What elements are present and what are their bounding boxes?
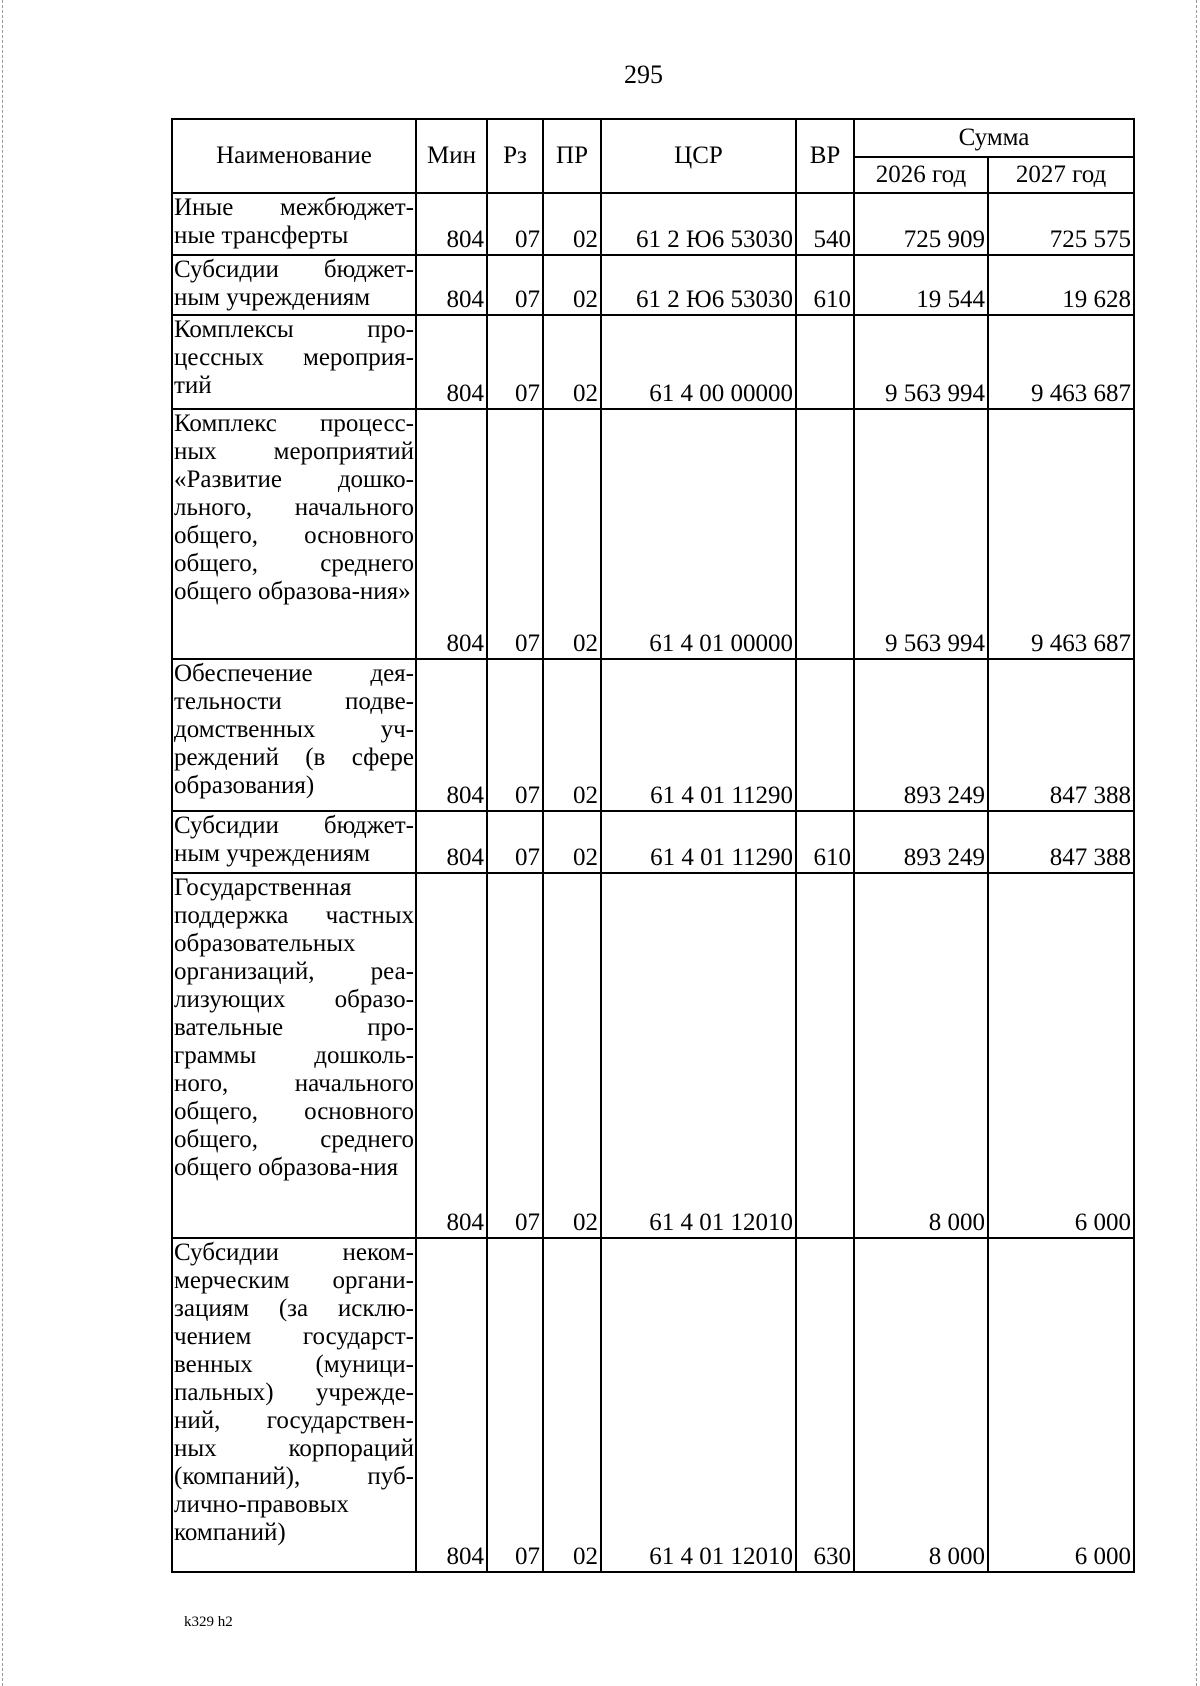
row-rz: 07 bbox=[487, 659, 543, 811]
row-csr: 61 4 00 00000 bbox=[601, 315, 796, 409]
row-min: 804 bbox=[416, 811, 487, 873]
table-row bbox=[172, 811, 1134, 873]
row-rz: 07 bbox=[487, 1238, 543, 1572]
row-sum-2026: 8 000 bbox=[854, 873, 988, 1238]
row-rz: 07 bbox=[487, 811, 543, 873]
row-csr: 61 4 01 11290 bbox=[601, 659, 796, 811]
row-rz: 07 bbox=[487, 193, 543, 255]
header-pr: ПР bbox=[543, 119, 601, 193]
row-name: Обеспечение дея-тельности подве-домственных уч-реждений (в сфере образования) bbox=[172, 659, 416, 811]
row-min: 804 bbox=[416, 193, 487, 255]
row-pr: 02 bbox=[543, 409, 601, 659]
table-row bbox=[172, 1238, 1134, 1572]
row-sum-2026: 725 909 bbox=[854, 193, 988, 255]
header-name: Наименование bbox=[172, 119, 416, 193]
row-pr: 02 bbox=[543, 255, 601, 315]
row-csr: 61 4 01 12010 bbox=[601, 873, 796, 1238]
row-sum-2026: 9 563 994 bbox=[854, 315, 988, 409]
header-row bbox=[172, 119, 1134, 157]
row-sum-2027: 847 388 bbox=[988, 811, 1134, 873]
row-rz: 07 bbox=[487, 409, 543, 659]
row-pr: 02 bbox=[543, 873, 601, 1238]
row-sum-2027: 847 388 bbox=[988, 659, 1134, 811]
scan-edge-right bbox=[1196, 0, 1197, 1686]
row-min: 804 bbox=[416, 255, 487, 315]
table-row bbox=[172, 193, 1134, 255]
row-name: Государственная поддержка частных образовательных организаций, реа-лизующих образо-вательные про-граммы дошколь-ного, начального общего, основного общего, среднего общего образова-ния bbox=[172, 873, 416, 1238]
row-pr: 02 bbox=[543, 659, 601, 811]
row-vr bbox=[796, 873, 854, 1238]
row-vr: 630 bbox=[796, 1238, 854, 1572]
row-name: Субсидии неком-мерческим органи-зациям (за исклю-чением государст-венных (муници-пальных) учрежде-ний, государствен-ных корпораций (компаний), пуб-лично-правовых компаний) bbox=[172, 1238, 416, 1572]
footer-code: k329 h2 bbox=[184, 1614, 233, 1630]
row-vr: 610 bbox=[796, 811, 854, 873]
header-csr: ЦСР bbox=[601, 119, 796, 193]
header-year-2026: 2026 год bbox=[854, 157, 988, 193]
page-number: 295 bbox=[624, 60, 663, 89]
row-csr: 61 2 Ю6 53030 bbox=[601, 193, 796, 255]
row-vr bbox=[796, 659, 854, 811]
row-sum-2026: 893 249 bbox=[854, 659, 988, 811]
table-row bbox=[172, 409, 1134, 659]
row-sum-2027: 9 463 687 bbox=[988, 409, 1134, 659]
row-sum-2026: 8 000 bbox=[854, 1238, 988, 1572]
row-sum-2027: 6 000 bbox=[988, 1238, 1134, 1572]
header-min: Мин bbox=[416, 119, 487, 193]
row-csr: 61 4 01 11290 bbox=[601, 811, 796, 873]
row-pr: 02 bbox=[543, 811, 601, 873]
header-rz: Рз bbox=[487, 119, 543, 193]
row-pr: 02 bbox=[543, 315, 601, 409]
header-year-2027: 2027 год bbox=[988, 157, 1134, 193]
row-rz: 07 bbox=[487, 255, 543, 315]
row-csr: 61 4 01 12010 bbox=[601, 1238, 796, 1572]
row-vr: 610 bbox=[796, 255, 854, 315]
header-sum: Сумма bbox=[854, 119, 1134, 157]
row-vr bbox=[796, 409, 854, 659]
row-sum-2027: 19 628 bbox=[988, 255, 1134, 315]
row-vr bbox=[796, 315, 854, 409]
row-rz: 07 bbox=[487, 873, 543, 1238]
row-sum-2027: 9 463 687 bbox=[988, 315, 1134, 409]
table-row bbox=[172, 255, 1134, 315]
row-min: 804 bbox=[416, 409, 487, 659]
row-pr: 02 bbox=[543, 1238, 601, 1572]
row-name: Субсидии бюджет-ным учреждениям bbox=[172, 811, 416, 873]
table-row bbox=[172, 315, 1134, 409]
row-min: 804 bbox=[416, 315, 487, 409]
row-sum-2026: 9 563 994 bbox=[854, 409, 988, 659]
row-min: 804 bbox=[416, 1238, 487, 1572]
table-row bbox=[172, 659, 1134, 811]
row-sum-2026: 893 249 bbox=[854, 811, 988, 873]
table-row bbox=[172, 873, 1134, 1238]
row-sum-2027: 725 575 bbox=[988, 193, 1134, 255]
row-csr: 61 4 01 00000 bbox=[601, 409, 796, 659]
row-vr: 540 bbox=[796, 193, 854, 255]
row-name: Иные межбюджет-ные трансферты bbox=[172, 193, 416, 255]
row-sum-2026: 19 544 bbox=[854, 255, 988, 315]
row-name: Субсидии бюджет-ным учреждениям bbox=[172, 255, 416, 315]
row-name: Комплексы про-цессных мероприя-тий bbox=[172, 315, 416, 409]
row-min: 804 bbox=[416, 659, 487, 811]
row-name: Комплекс процесс-ных мероприятий «Развитие дошко-льного, начального общего, основного общего, среднего общего образова-ния» bbox=[172, 409, 416, 659]
scan-edge-left bbox=[2, 0, 3, 1686]
row-pr: 02 bbox=[543, 193, 601, 255]
row-min: 804 bbox=[416, 873, 487, 1238]
header-vr: ВР bbox=[796, 119, 854, 193]
row-sum-2027: 6 000 bbox=[988, 873, 1134, 1238]
budget-table bbox=[171, 118, 1135, 1573]
row-rz: 07 bbox=[487, 315, 543, 409]
row-csr: 61 2 Ю6 53030 bbox=[601, 255, 796, 315]
